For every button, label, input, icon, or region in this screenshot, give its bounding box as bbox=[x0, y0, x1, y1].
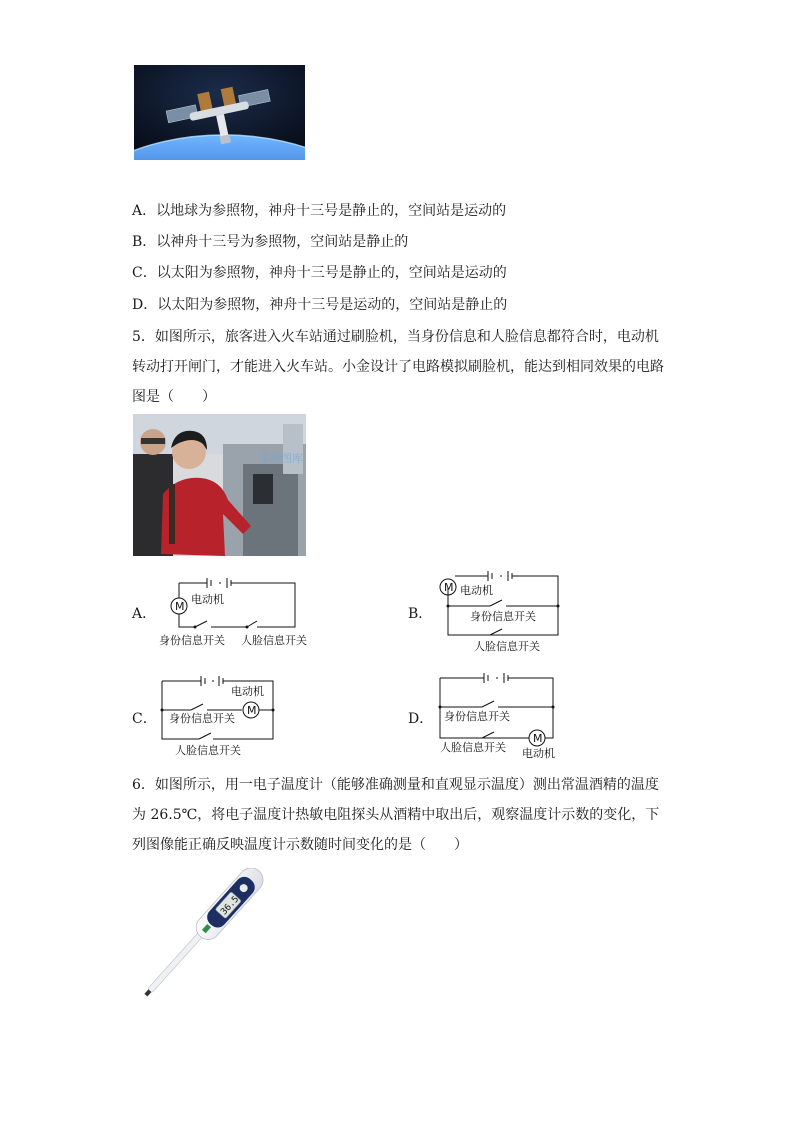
space-station-image bbox=[134, 65, 305, 160]
face-scan-gate-image bbox=[133, 414, 306, 556]
thermometer-display: 36.5 bbox=[219, 894, 242, 918]
option-a: A．以地球为参照物，神舟十三号是静止的，空间站是运动的 bbox=[132, 203, 507, 219]
circuit-b-letter: B． bbox=[408, 606, 433, 622]
id-switch-label: 身份信息开关 bbox=[444, 710, 510, 723]
face-switch-label: 人脸信息开关 bbox=[440, 741, 506, 754]
motor-label: 电动机 bbox=[231, 685, 264, 698]
circuit-d-diagram bbox=[430, 668, 570, 762]
question-5-stem: 5．如图所示，旅客进入火车站通过刷脸机，当身份信息和人脸信息都符合时，电动机转动打开闸门，才能进入火车站。小金设计了电路模拟刷脸机，能达到相同效果的电路图是（ ） bbox=[132, 329, 664, 405]
circuit-a-letter: A． bbox=[132, 606, 157, 622]
circuit-b-diagram bbox=[430, 566, 570, 656]
motor-symbol: M bbox=[533, 732, 543, 745]
circuit-a-diagram bbox=[155, 574, 325, 654]
circuit-c-letter: C． bbox=[132, 711, 157, 727]
watermark-text: 华浙图库 bbox=[259, 452, 303, 465]
option-c: C．以太阳为参照物，神舟十三号是静止的，空间站是运动的 bbox=[132, 265, 507, 281]
option-b: B．以神舟十三号为参照物，空间站是静止的 bbox=[132, 234, 409, 250]
face-switch-label: 人脸信息开关 bbox=[241, 634, 307, 647]
id-switch-label: 身份信息开关 bbox=[169, 712, 235, 725]
motor-symbol: M bbox=[247, 704, 257, 717]
motor-label: 电动机 bbox=[191, 593, 224, 606]
circuit-d-letter: D． bbox=[408, 711, 434, 727]
motor-symbol: M bbox=[444, 581, 454, 594]
id-switch-label: 身份信息开关 bbox=[470, 610, 536, 623]
face-switch-label: 人脸信息开关 bbox=[175, 744, 241, 757]
motor-label: 电动机 bbox=[522, 747, 555, 760]
circuit-c-diagram bbox=[155, 670, 285, 762]
electronic-thermometer-image bbox=[130, 868, 280, 1000]
motor-symbol: M bbox=[175, 600, 185, 613]
question-6-stem: 6．如图所示，用一电子温度计（能够准确测量和直观显示温度）测出常温酒精的温度为 26.5℃，将电子温度计热敏电阻探头从酒精中取出后，观察温度计示数的变化，下列图像能正确反映温度计示数随时间变化的是（ ） bbox=[132, 777, 660, 853]
motor-label: 电动机 bbox=[460, 584, 493, 597]
id-switch-label: 身份信息开关 bbox=[159, 634, 225, 647]
face-switch-label: 人脸信息开关 bbox=[474, 640, 540, 653]
option-d: D．以太阳为参照物，神舟十三号是运动的，空间站是静止的 bbox=[132, 297, 508, 313]
